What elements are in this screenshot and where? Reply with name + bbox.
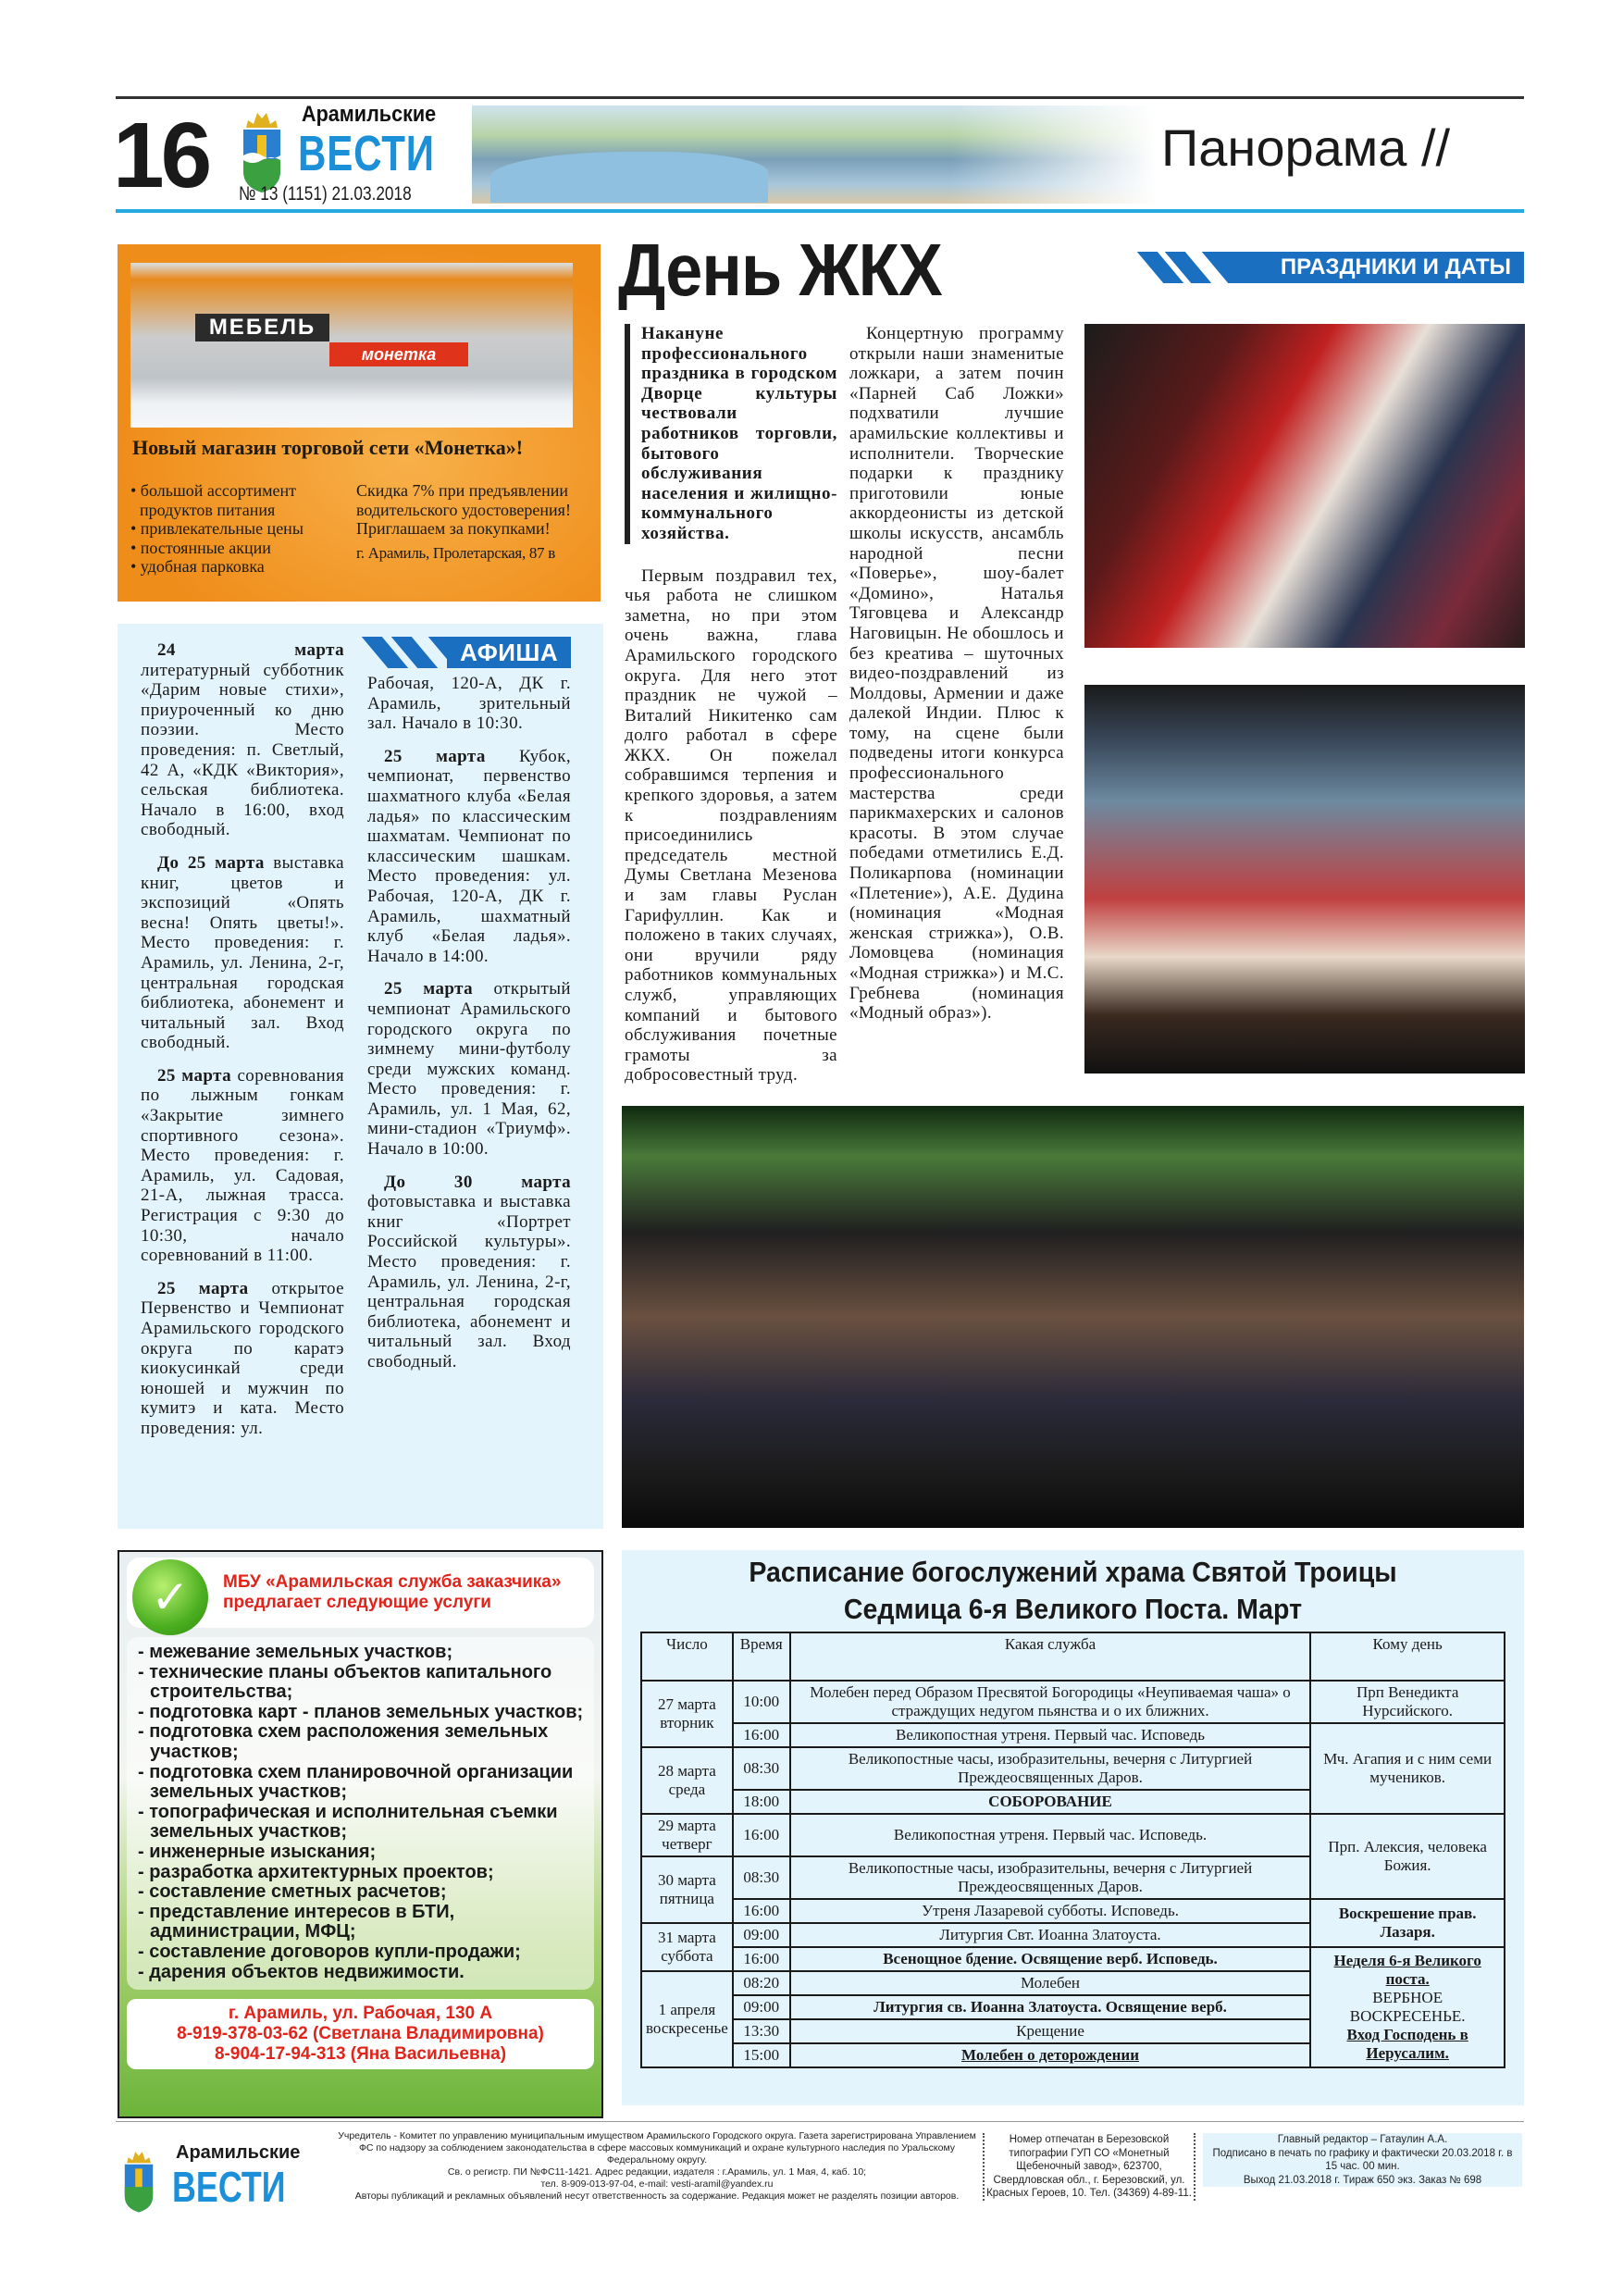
mbu-subtitle: предлагает следующие услуги: [223, 1593, 491, 1612]
event-date: 24 марта: [157, 640, 344, 660]
service-item: - межевание земельных участков;: [138, 1642, 453, 1662]
schedule-date: 30 марта пятница: [641, 1856, 733, 1923]
schedule-table: [640, 1632, 1505, 2068]
header-panorama-photo: [472, 105, 1157, 204]
footer-editor: Главный редактор – Гатаулин А.А.: [1277, 2134, 1448, 2145]
schedule-time: 10:00: [733, 1681, 790, 1723]
event-text: открытое Первенство и Чемпионат Арамильского городского округа по каратэ киокусинкай среди юношей и мужчин по кумитэ и ката. Место проведения: ул.: [141, 1278, 344, 1438]
schedule-time: 16:00: [733, 1899, 790, 1923]
afisha-badge: [367, 637, 571, 668]
header-day: Кому день: [1310, 1632, 1505, 1681]
mbu-contacts: [127, 1999, 594, 2069]
footer-editorial: [1203, 2133, 1522, 2187]
schedule-date: 27 марта вторник: [641, 1681, 733, 1747]
schedule-day-part: Вход Господень в Иерусалим.: [1346, 2026, 1468, 2062]
footer-founder: Учредитель - Комитет по управлению муниципальным имуществом Арамильского Городского округа. Газета зарегистрирована Управлением ФС по надзору за соблюдением законодательства в сфере массовых коммуникаций и охране культурного наследия по Уральскому Федеральному округу.: [338, 2130, 976, 2166]
schedule-day: Прп. Алексия, человека Божия.: [1310, 1814, 1505, 1899]
afisha-item: [367, 1173, 571, 1372]
schedule-service: Всенощное бдение. Освящение верб. Исповедь.: [790, 1947, 1311, 1971]
article-paragraph: Концертную программу открыли наши знаменитые ложкари, а затем почин «Парней Саб Ложки» подхватили лучшие арамильские коллективы и исполнители. Творческие подарки к празднику приготовили юные аккордеонисты из детской школы искусств, ансамбль народной песни «Поверье», шоу-балет «Домино», Наталья Тяговцева и Александр Наговицын. Не обошлось и без креатива – шуточных видео-поздравлений из Молдовы, Армении и даже далекой Индии. Плюс к тому, на сцене были подведены итоги конкурса профессионального мастерства среди парикмахерских и салонов красоты. В этом случае победами отметились Е.Д. Поликарпова (номинации «Плетение»), А.Е. Дудина (номинация «Модная женская стрижка»), О.В. Ломовцева (номинация «Модная стрижка») и М.С. Гребнева (номинация «Модный образ»).: [849, 324, 1064, 1024]
header-time: Время: [733, 1632, 790, 1681]
schedule-service: Великопостная утреня. Первый час. Исповедь.: [790, 1814, 1311, 1856]
schedule-time: 08:20: [733, 1971, 790, 1995]
ad-address: г. Арамиль, Пролетарская, 87 в: [356, 543, 555, 562]
checkmark-icon: ✓: [132, 1559, 208, 1635]
event-text: литературный субботник «Дарим новые стихи», приуроченный ко дню поэзии. Место проведения: п. Светлый, 42 А, «КДК «Виктория», сельская библиотека. Начало в 16:00, вход свободный.: [141, 660, 344, 840]
service-item: - подготовка карт - планов земельных участков;: [138, 1701, 584, 1722]
event-date: 25 марта: [384, 746, 486, 766]
service-item: - инженерные изыскания;: [138, 1841, 377, 1862]
mbu-title: МБУ «Арамильская служба заказчика»: [223, 1572, 562, 1592]
mbu-phone[interactable]: 8-904-17-94-313 (Яна Васильевна): [214, 2044, 507, 2065]
footer-imprint: [333, 2130, 981, 2203]
coat-of-arms-icon: [120, 2143, 157, 2214]
schedule-time: 09:00: [733, 1995, 790, 2019]
footer-contacts: тел. 8-909-013-97-04, e-mail: vesti-aramil@yandex.ru: [540, 2178, 774, 2190]
event-date: 25 марта: [157, 1065, 231, 1086]
header-service: Какая служба: [790, 1632, 1311, 1681]
afisha-item: [367, 747, 571, 967]
schedule-date: 31 марта суббота: [641, 1923, 733, 1971]
afisha-label: АФИША: [447, 637, 571, 668]
article-column-2: [849, 324, 1064, 1036]
schedule-service: Литургия св. Иоанна Златоуста. Освящение верб.: [790, 1995, 1311, 2019]
event-text: соревнования по лыжным гонкам «Закрытие зимнего спортивного сезона». Место проведения: г. Арамиль, ул. Садовая, 21-А, лыжная трасса. Регистрация с 9:30 до 10:30, начало соревнований в 11:00.: [141, 1065, 344, 1266]
footer-logo-top: Арамильские: [176, 2142, 301, 2163]
schedule-day-part: ВЕРБНОЕ ВОСКРЕСЕНЬЕ.: [1349, 1989, 1466, 2025]
afisha-item-continued: Рабочая, 120-А, ДК г. Арамиль, зрительный зал. Начало в 10:30.: [367, 674, 571, 734]
ad-bullets: [130, 481, 343, 577]
service-item: - топографическая и исполнительная съемки земельных участков;: [138, 1801, 558, 1843]
schedule-time: 18:00: [733, 1790, 790, 1814]
ad-offer: Скидка 7% при предъявлении водительского удостоверения! Приглашаем за покупками!: [356, 481, 571, 538]
event-date: До 25 марта: [157, 852, 265, 873]
schedule-day: Прп Венедикта Нурсийского.: [1310, 1681, 1505, 1723]
event-text: Кубок, чемпионат, первенство шахматного клуба «Белая ладья» по классическим шахматам. Чемпионат по классическим шашкам. Место проведения: ул. Рабочая, 120-А, ДК г. Арамиль, шахматный клуб «Белая ладья». Начало в 14:00.: [367, 746, 571, 966]
afisha-item: [141, 1279, 344, 1439]
service-schedule: [622, 1550, 1524, 2105]
photo-award-winners: [622, 1106, 1524, 1528]
ad-bullet: • постоянные акции: [130, 538, 271, 557]
store-sign-monetka: монетка: [329, 342, 468, 366]
schedule-row: [641, 1681, 1505, 1723]
event-text: открытый чемпионат Арамильского городского округа по зимнему мини-футболу среди мужских команд. Место проведения: г. Арамиль, ул. 1 Мая, 62, мини-стадион «Триумф». Начало в 10:00.: [367, 979, 571, 1160]
footer-rule: [116, 2121, 1524, 2122]
photo-folk-ensemble: [1084, 685, 1525, 1074]
afisha-item: [141, 1066, 344, 1266]
schedule-day: Мч. Агапия и с ним семи мучеников.: [1310, 1723, 1505, 1814]
header-blue-rule: [116, 209, 1524, 213]
mbu-phone[interactable]: 8-919-378-03-62 (Светлана Владимировна): [177, 2024, 544, 2044]
newspaper-logo[interactable]: [239, 102, 465, 207]
event-date: 25 марта: [384, 979, 473, 999]
service-item: - разработка архитектурных проектов;: [138, 1861, 494, 1882]
schedule-service: Крещение: [790, 2019, 1311, 2043]
store-sign: МЕБЕЛЬ: [195, 314, 329, 341]
schedule-time: 08:30: [733, 1747, 790, 1790]
schedule-service: Великопостные часы, изобразительны, вечерня с Литургией Преждеосвященных Даров.: [790, 1856, 1311, 1899]
mbu-address: г. Арамиль, ул. Рабочая, 130 А: [228, 2004, 493, 2024]
schedule-service: СОБОРОВАНИЕ: [790, 1790, 1311, 1814]
footer-logo-main: ВЕСТИ: [172, 2163, 286, 2211]
schedule-row: [641, 1899, 1505, 1923]
schedule-subtitle: Седмица 6-я Великого Поста. Март: [843, 1593, 1303, 1625]
service-item: - подготовка схем расположения земельных участков;: [138, 1721, 549, 1762]
article-lead: Накануне профессионального праздника в городском Дворце культуры чествовали работников торговли, бытового обслуживания населения и жилищно-коммунального хозяйства.: [625, 324, 837, 544]
schedule-time: 08:30: [733, 1856, 790, 1899]
schedule-day: Воскрешение прав. Лазаря.: [1310, 1899, 1505, 1947]
schedule-row: [641, 1723, 1505, 1747]
schedule-service: Молебен: [790, 1971, 1311, 1995]
afisha-box: [118, 624, 603, 1529]
article-headline: День ЖКХ: [618, 229, 942, 311]
ad-mbu-services[interactable]: [118, 1550, 603, 2118]
event-text: фотовыставка и выставка книг «Портрет Российской культуры». Место проведения: г. Арамиль, ул. Ленина, 2-г, центральная городская библиотека, абонемент и читальный зал. Вход свободный.: [367, 1192, 571, 1371]
service-item: - представление интересов в БТИ, администрации, МФЦ;: [138, 1901, 455, 1942]
schedule-title: Расписание богослужений храма Святой Троицы: [749, 1556, 1397, 1588]
store-photo: [130, 263, 573, 428]
schedule-day: [1310, 1947, 1505, 2067]
service-item: - составление сметных расчетов;: [138, 1881, 447, 1903]
schedule-row: [641, 1814, 1505, 1856]
photo-award-ceremony: [1084, 324, 1525, 648]
afisha-item: [141, 853, 344, 1053]
page-number: 16: [113, 104, 209, 207]
schedule-day-part: Неделя 6-я Великого поста.: [1333, 1952, 1481, 1988]
service-item: - дарения объектов недвижимости.: [138, 1961, 465, 1982]
logo-title-main: ВЕСТИ: [298, 126, 435, 181]
header-date: Число: [641, 1632, 733, 1681]
section-title: Панорама //: [1161, 118, 1451, 177]
afisha-item: [367, 979, 571, 1159]
schedule-date: 29 марта четверг: [641, 1814, 733, 1856]
event-date: До 30 марта: [384, 1172, 571, 1192]
schedule-service: Великопостная утреня. Первый час. Исповедь: [790, 1723, 1311, 1747]
schedule-service: Молебен перед Образом Пресвятой Богородицы «Неупиваемая чаша» о страждущих недугом пьянства и о их ближних.: [790, 1681, 1311, 1723]
schedule-time: 16:00: [733, 1947, 790, 1971]
service-item: - подготовка схем планировочной организации земельных участков;: [138, 1761, 574, 1803]
schedule-time: 16:00: [733, 1814, 790, 1856]
schedule-date: 28 марта среда: [641, 1747, 733, 1814]
article-paragraph: Первым поздравил тех, чья работа не слишком заметна, но при этом очень важна, глава Арамильского городского округа. Для него этот праздник не чужой – Виталий Никитенко сам долго работал в сфере ЖКХ. Он пожелал собравшимся терпения и крепкого здоровья, а затем к поздравлениям присоединились председатель местной Думы Светлана Мезенова и зам главы Руслан Гарифуллин. Как и положено в таких случаях, они вручили ряду работников коммунальных служб, управляющих компаний и бытового обслуживания почетные грамоты за добросовестный труд.: [625, 565, 837, 1086]
schedule-time: 09:00: [733, 1923, 790, 1947]
rubric-badge: [1143, 252, 1524, 283]
schedule-time: 13:30: [733, 2019, 790, 2043]
service-item: - составление договоров купли-продажи;: [138, 1941, 521, 1962]
rubric-label: ПРАЗДНИКИ И ДАТЫ: [1268, 252, 1524, 283]
schedule-row: [641, 1947, 1505, 1971]
footer-release: Выход 21.03.2018 г. Тираж 650 экз. Заказ № 698: [1243, 2174, 1482, 2186]
ad-bullet: • большой ассортимент продуктов питания: [130, 481, 297, 519]
afisha-column-right: [367, 637, 571, 1385]
top-rule: [116, 96, 1524, 99]
footer-logo: [120, 2143, 324, 2217]
issue-number-date: № 13 (1151) 21.03.2018: [239, 183, 412, 205]
schedule-time: 16:00: [733, 1723, 790, 1747]
footer-registration: Св. о регистр. ПИ №ФС11-1421. Адрес редакции, издателя : г.Арамиль, ул. 1 Мая, 4, каб. 10;: [447, 2166, 867, 2178]
logo-title-top: Арамильские: [302, 102, 437, 127]
schedule-service: Молебен о деторождении: [790, 2043, 1311, 2067]
event-text: выставка книг, цветов и экспозиций «Опять весна! Опять цветы!». Место проведения: г. Арамиль, ул. Ленина, 2-г, центральная городская библиотека, абонемент и читальный зал. Вход свободный.: [141, 852, 344, 1053]
ad-bullet: • привлекательные цены: [130, 519, 304, 538]
schedule-date: 1 апреля воскресенье: [641, 1971, 733, 2067]
ad-title: Новый магазин торговой сети «Монетка»!: [132, 436, 524, 459]
afisha-item: [141, 640, 344, 840]
schedule-time: 15:00: [733, 2043, 790, 2067]
article-column-1: [625, 324, 837, 1098]
schedule-service: Великопостные часы, изобразительны, вечерня с Литургией Преждеосвященных Даров.: [790, 1747, 1311, 1790]
schedule-service: Утреня Лазаревой субботы. Исповедь.: [790, 1899, 1311, 1923]
ad-bullet: • удобная парковка: [130, 557, 265, 576]
coat-of-arms-icon: [239, 102, 285, 194]
afisha-column-left: [141, 640, 344, 1452]
schedule-service: Литургия Свт. Иоанна Златоуста.: [790, 1923, 1311, 1947]
event-date: 25 марта: [157, 1278, 249, 1298]
footer-disclaimer: Авторы публикаций и рекламных объявлений несут ответственность за содержание. Редакция может не разделять позиции авторов.: [354, 2191, 960, 2202]
footer-signed: Подписано в печать по графику и фактически 20.03.2018 г. в 15 час. 00 мин.: [1212, 2147, 1513, 2172]
services-list: [138, 1643, 587, 1982]
ad-monetka[interactable]: [118, 244, 601, 602]
footer-printer: Номер отпечатан в Березовской типографии ГУП СО «Монетный Щебеночный завод», 623700, Свердловская обл., г. Березовский, ул. Красных Героев, 10. Тел. (34369) 4-89-11.: [983, 2133, 1196, 2201]
service-item: - технические планы объектов капитального строительства;: [138, 1661, 552, 1703]
